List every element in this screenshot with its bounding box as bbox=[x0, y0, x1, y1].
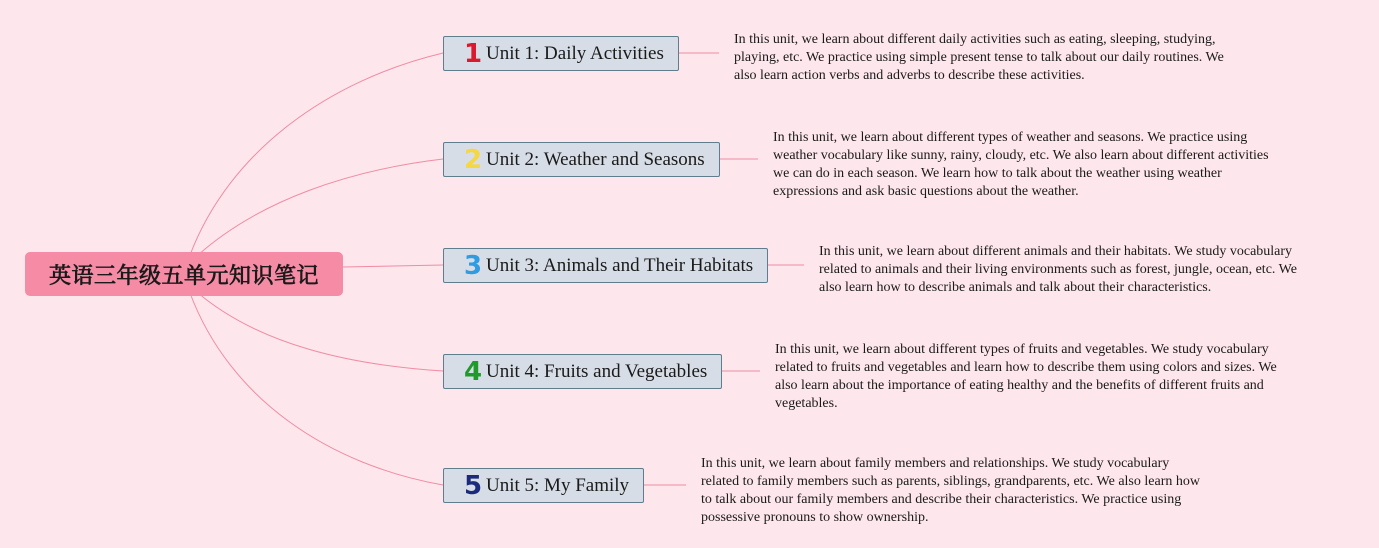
topic-description-unit-1[interactable]: In this unit, we learn about different daily activities such as eating, sleeping, studying, playing, etc. We practice using simple present tense to talk about our daily routines. We also learn action verbs and adverbs to describe these activities. bbox=[734, 32, 1224, 83]
branch-line-unit-5 bbox=[190, 293, 443, 485]
branch-line-unit-1 bbox=[190, 53, 443, 255]
branch-line-unit-4 bbox=[198, 293, 443, 371]
number-three-icon: 3 bbox=[463, 250, 483, 281]
topic-unit-2[interactable] bbox=[443, 142, 720, 177]
number-five-icon: 5 bbox=[463, 470, 483, 501]
topic-label: Unit 1: Daily Activities bbox=[486, 42, 664, 64]
topic-label: Unit 4: Fruits and Vegetables bbox=[486, 360, 708, 382]
topic-unit-5[interactable] bbox=[443, 468, 644, 503]
topic-unit-3[interactable] bbox=[443, 248, 768, 283]
topic-label: Unit 2: Weather and Seasons bbox=[486, 148, 705, 170]
topic-description-unit-2[interactable]: In this unit, we learn about different types of weather and seasons. We practice using weather vocabulary like sunny, rainy, cloudy, etc. We also learn about different activities we can do in each season. We learn how to talk about the weather using weather expressions and ask basic questions about the weather. bbox=[773, 130, 1269, 199]
topic-unit-4[interactable] bbox=[443, 354, 722, 389]
topic-description-unit-5[interactable]: In this unit, we learn about family members and relationships. We study vocabulary related to family members such as parents, siblings, grandparents, etc. We also learn how to talk about our family members and describe their characteristics. We practice using possessive pronouns to show ownership. bbox=[701, 456, 1200, 525]
topic-unit-1[interactable] bbox=[443, 36, 679, 71]
number-one-icon: 1 bbox=[463, 38, 483, 69]
number-four-icon: 4 bbox=[463, 356, 483, 387]
topic-label: Unit 3: Animals and Their Habitats bbox=[486, 254, 754, 276]
topic-description-unit-4[interactable]: In this unit, we learn about different types of fruits and vegetables. We study vocabulary related to fruits and vegetables and learn how to describe them using colors and sizes. We also learn about the importance of eating healthy and the benefits of different fruits and vegetables. bbox=[775, 342, 1277, 411]
branch-line-unit-2 bbox=[198, 159, 443, 255]
branch-line-unit-3 bbox=[343, 265, 443, 267]
number-two-icon: 2 bbox=[463, 144, 483, 175]
topic-label: Unit 5: My Family bbox=[486, 474, 630, 496]
central-topic[interactable]: 英语三年级五单元知识笔记 bbox=[25, 252, 343, 296]
topic-description-unit-3[interactable]: In this unit, we learn about different animals and their habitats. We study vocabulary related to animals and their living environments such as forest, jungle, ocean, etc. We also learn how to describe animals and talk about their characteristics. bbox=[819, 244, 1297, 295]
